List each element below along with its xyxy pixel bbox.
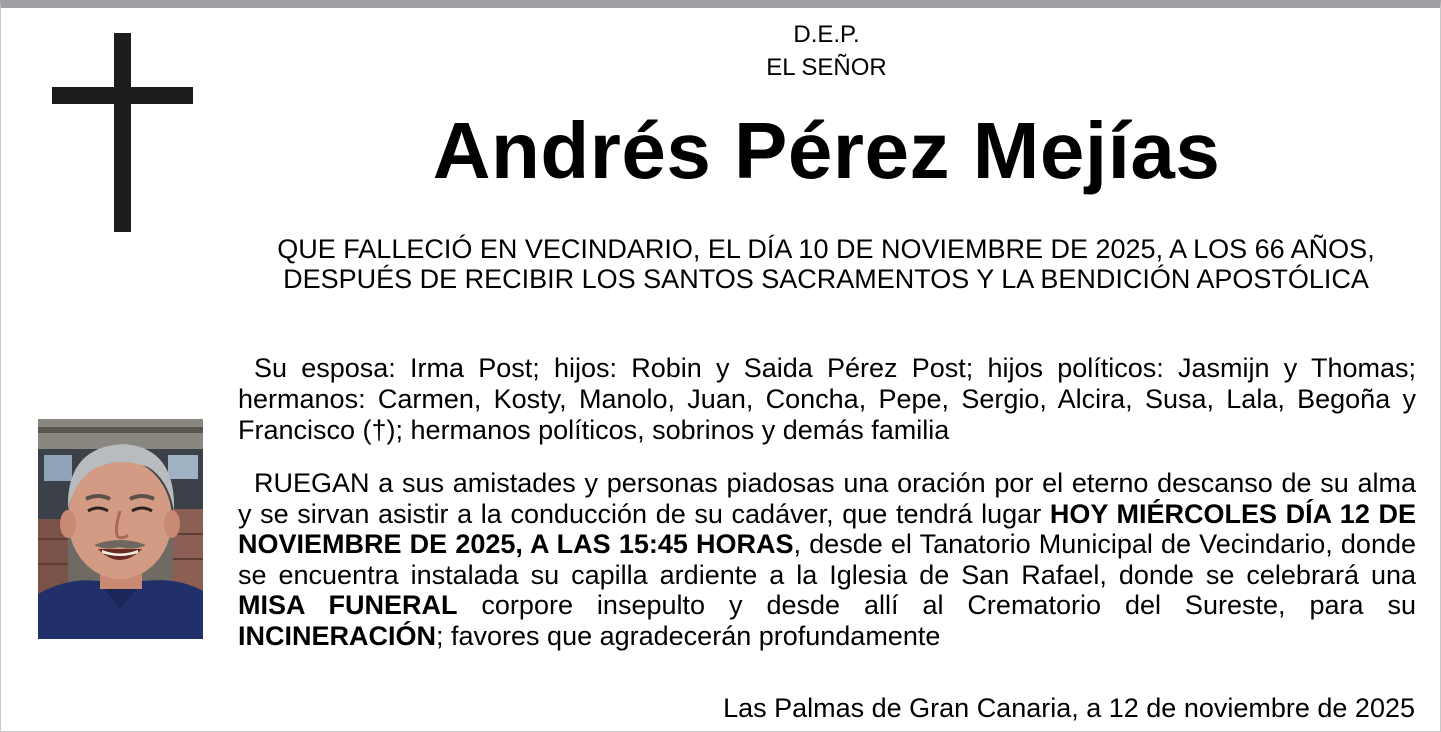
place-and-date: Las Palmas de Gran Canaria, a 12 de noviembre de 2025 xyxy=(723,693,1415,723)
mass-label: MISA FUNERAL xyxy=(238,590,458,620)
death-announcement: QUE FALLECIÓ EN VECINDARIO, EL DÍA 10 DE NOVIEMBRE DE 2025, A LOS 66 AÑOS, DESPUÉS DE RECIBIR LOS SANTOS SACRAMENTOS Y LA BENDICIÓN APOSTÓLICA xyxy=(277,234,1375,294)
request-text-3: corpore insepulto y desde allí al Crematorio del Sureste, para su xyxy=(457,590,1416,620)
request-text-2: , desde el Tanatorio Municipal de Vecindario, donde se encuentra instalada su capilla ardiente a la Iglesia de San Rafael, donde se celebrará una xyxy=(238,529,1417,590)
funeral-request-paragraph xyxy=(238,468,1416,651)
request-text-4: ; favores que agradecerán profundamente xyxy=(436,620,941,651)
latin-cross-icon xyxy=(52,33,193,232)
request-text-1: RUEGAN a sus amistades y personas piadosas una oración por el eterno descanso de su alma y se sirvan asistir a la conducción de su cadáver, que tendrá lugar xyxy=(238,468,1416,529)
funeral-date-time: HOY MIÉRCOLES DÍA 12 DE NOVIEMBRE DE 2025, A LAS 15:45 HORAS xyxy=(238,498,1416,559)
dep-heading: D.E.P. xyxy=(793,21,860,48)
honorific-title: EL SEÑOR xyxy=(766,54,887,81)
cremation-label: INCINERACIÓN xyxy=(238,620,437,651)
family-paragraph: Su esposa: Irma Post; hijos: Robin y Saida Pérez Post; hijos políticos: Jasmijn y Thomas; hermanos: Carmen, Kosty, Manolo, Juan, Concha, Pepe, Sergio, Alcira, Susa, Lala, Begoña y Francisco (†); hermanos políticos, sobrinos y demás familia xyxy=(238,353,1416,445)
deceased-photo xyxy=(38,419,203,639)
deceased-name: Andrés Pérez Mejías xyxy=(432,106,1221,195)
